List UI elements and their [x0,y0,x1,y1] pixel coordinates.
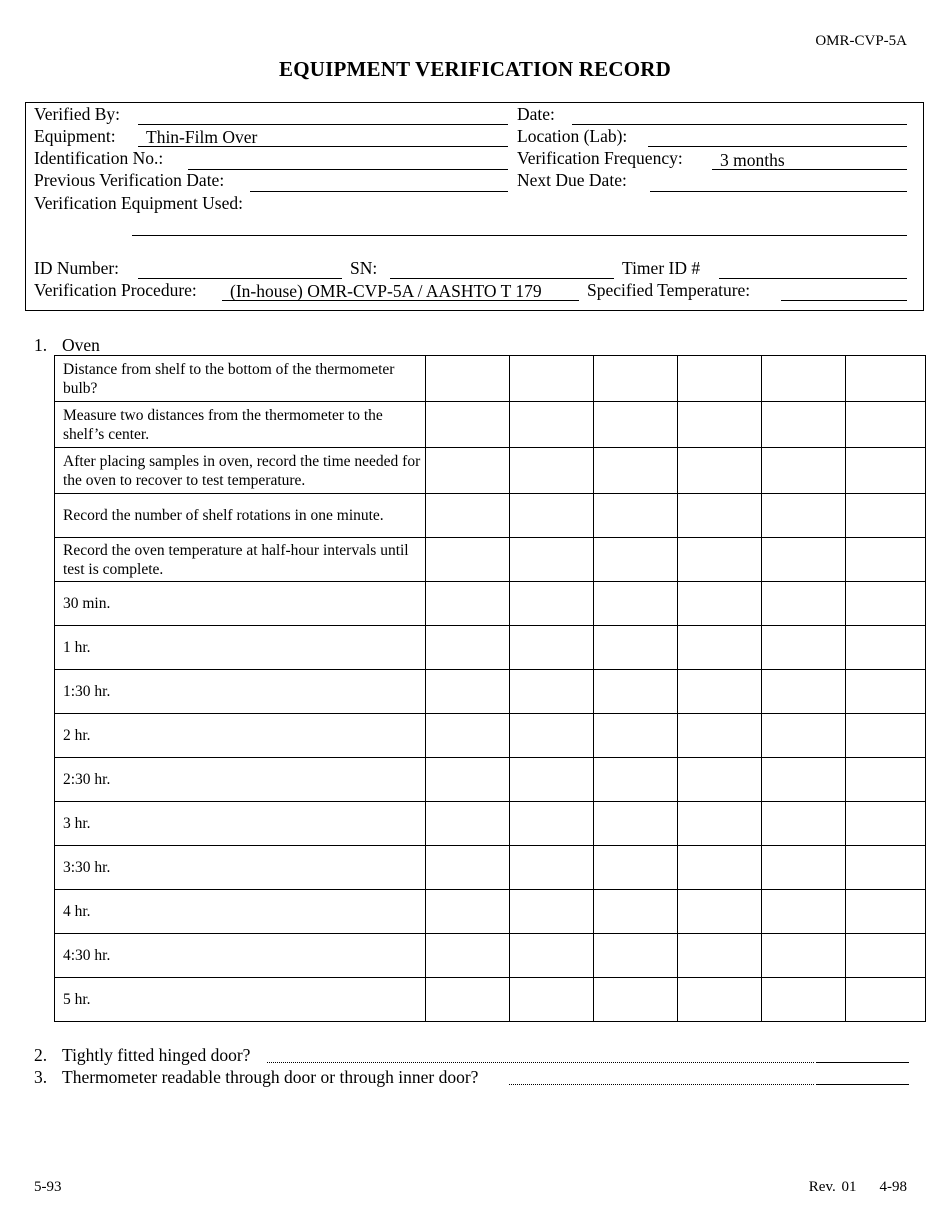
entry-cell[interactable] [426,890,510,934]
row-label: Distance from shelf to the bottom of the thermometer bulb? [55,356,426,402]
table-row [55,626,926,670]
entry-cell[interactable] [510,626,594,670]
question-number: 3. [34,1067,48,1087]
row-label: Record the number of shelf rotations in one minute. [55,494,426,538]
entry-cell[interactable] [762,494,846,538]
entry-cell[interactable] [678,802,762,846]
specified-temp-label: Specified Temperature: [587,280,751,300]
entry-cell[interactable] [762,538,846,582]
row-label: 2 hr. [55,714,426,758]
entry-cell[interactable] [594,582,678,626]
entry-cell[interactable] [678,402,762,448]
entry-cell[interactable] [426,402,510,448]
entry-cell[interactable] [594,978,678,1022]
entry-cell[interactable] [510,582,594,626]
identification-label: Identification No.: [34,148,164,168]
entry-cell[interactable] [426,538,510,582]
location-label: Location (Lab): [517,126,628,146]
entry-cell[interactable] [678,356,762,402]
verified-by-field[interactable] [138,105,508,125]
entry-cell[interactable] [510,356,594,402]
revision-info [809,1179,907,1196]
entry-cell[interactable] [426,846,510,890]
entry-cell[interactable] [846,670,926,714]
table-row [55,582,926,626]
table-row [55,978,926,1022]
question-3-answer-field[interactable] [816,1066,909,1085]
entry-cell[interactable] [594,890,678,934]
entry-cell[interactable] [846,978,926,1022]
date-label: Date: [517,104,555,124]
table-row [55,890,926,934]
table-row [55,846,926,890]
entry-cell[interactable] [426,978,510,1022]
location-field[interactable] [648,127,907,147]
entry-cell[interactable] [510,714,594,758]
entry-cell[interactable] [594,802,678,846]
id-number-label: ID Number: [34,258,120,278]
procedure-label: Verification Procedure: [34,280,197,300]
entry-cell[interactable] [762,890,846,934]
row-label: 4 hr. [55,890,426,934]
entry-cell[interactable] [846,758,926,802]
entry-cell[interactable] [846,846,926,890]
entry-cell[interactable] [510,978,594,1022]
row-label: 5 hr. [55,978,426,1022]
equipment-used-label: Verification Equipment Used: [34,193,243,213]
procedure-field[interactable]: (In-house) OMR-CVP-5A / AASHTO T 179 [222,281,579,301]
entry-cell[interactable] [762,802,846,846]
section-1-heading [34,335,100,356]
entry-cell[interactable] [678,758,762,802]
timer-id-label: Timer ID # [622,258,701,278]
entry-cell[interactable] [426,670,510,714]
entry-cell[interactable] [762,356,846,402]
entry-cell[interactable] [846,538,926,582]
date-field[interactable] [572,105,907,125]
section-1-number: 1. [34,335,48,355]
entry-cell[interactable] [594,538,678,582]
entry-cell[interactable] [762,626,846,670]
table-row [55,758,926,802]
table-row [55,538,926,582]
entry-cell[interactable] [846,890,926,934]
row-label: 4:30 hr. [55,934,426,978]
entry-cell[interactable] [678,670,762,714]
entry-cell[interactable] [426,356,510,402]
entry-cell[interactable] [762,978,846,1022]
entry-cell[interactable] [426,626,510,670]
entry-cell[interactable] [426,758,510,802]
entry-cell[interactable] [846,494,926,538]
question-text: Tightly fitted hinged door? [62,1045,251,1065]
entry-cell[interactable] [426,802,510,846]
row-label: 1:30 hr. [55,670,426,714]
row-label: 3 hr. [55,802,426,846]
row-label: After placing samples in oven, record the time needed for the oven to recover to test temperature. [55,448,426,494]
entry-cell[interactable] [510,670,594,714]
entry-cell[interactable] [762,448,846,494]
row-label: 1 hr. [55,626,426,670]
leader-dots [509,1071,814,1085]
entry-cell[interactable] [510,402,594,448]
entry-cell[interactable] [846,802,926,846]
entry-cell[interactable] [594,670,678,714]
row-label: 2:30 hr. [55,758,426,802]
entry-cell[interactable] [510,846,594,890]
table-row [55,714,926,758]
entry-cell[interactable] [594,448,678,494]
section-1-title: Oven [62,335,100,355]
entry-cell[interactable] [678,626,762,670]
table-row [55,356,926,402]
equipment-used-field[interactable] [132,216,907,236]
table-row [55,934,926,978]
entry-cell[interactable] [426,714,510,758]
table-row [55,402,926,448]
leader-dots [267,1049,814,1063]
entry-cell[interactable] [594,714,678,758]
entry-cell[interactable] [594,934,678,978]
id-number-field[interactable] [138,259,342,279]
question-3 [34,1067,478,1088]
entry-cell[interactable] [762,714,846,758]
entry-cell[interactable] [846,402,926,448]
entry-cell[interactable] [762,934,846,978]
entry-cell[interactable] [594,626,678,670]
entry-cell[interactable] [846,934,926,978]
entry-cell[interactable] [510,494,594,538]
question-2-answer-field[interactable] [816,1044,909,1063]
row-label: 30 min. [55,582,426,626]
equipment-label: Equipment: [34,126,116,146]
entry-cell[interactable] [426,582,510,626]
entry-cell[interactable] [510,890,594,934]
entry-cell[interactable] [594,356,678,402]
table-row [55,448,926,494]
entry-cell[interactable] [510,538,594,582]
specified-temp-field[interactable] [781,281,907,301]
entry-cell[interactable] [846,626,926,670]
entry-cell[interactable] [846,448,926,494]
question-2 [34,1045,250,1066]
previous-date-label: Previous Verification Date: [34,170,225,190]
entry-cell[interactable] [846,714,926,758]
page-title: EQUIPMENT VERIFICATION RECORD [278,57,671,81]
timer-id-field[interactable] [719,259,907,279]
entry-cell[interactable] [678,538,762,582]
revision-date: 4-98 [879,1179,907,1195]
form-id: OMR-CVP-5A [815,33,907,49]
entry-cell[interactable] [762,402,846,448]
identification-field[interactable] [188,150,508,170]
entry-cell[interactable] [510,758,594,802]
question-number: 2. [34,1045,48,1065]
entry-cell[interactable] [426,448,510,494]
entry-cell[interactable] [426,934,510,978]
entry-cell[interactable] [678,846,762,890]
entry-cell[interactable] [846,356,926,402]
table-row [55,802,926,846]
sn-label: SN: [350,258,378,278]
entry-cell[interactable] [762,582,846,626]
entry-cell[interactable] [678,714,762,758]
table-row [55,494,926,538]
entry-cell[interactable] [594,846,678,890]
entry-cell[interactable] [678,582,762,626]
question-text: Thermometer readable through door or through inner door? [62,1067,479,1087]
next-due-field[interactable] [650,172,907,192]
entry-cell[interactable] [594,402,678,448]
previous-date-field[interactable] [250,172,508,192]
revision-label: Rev. 01 [808,1179,857,1195]
entry-cell[interactable] [426,494,510,538]
entry-cell[interactable] [510,802,594,846]
entry-cell[interactable] [678,494,762,538]
frequency-label: Verification Frequency: [517,148,683,168]
row-label: 3:30 hr. [55,846,426,890]
entry-cell[interactable] [762,846,846,890]
entry-cell[interactable] [678,934,762,978]
entry-cell[interactable] [678,978,762,1022]
entry-cell[interactable] [762,758,846,802]
equipment-field[interactable]: Thin-Film Over [138,127,508,147]
entry-cell[interactable] [762,670,846,714]
entry-cell[interactable] [594,494,678,538]
entry-cell[interactable] [846,582,926,626]
next-due-label: Next Due Date: [517,170,627,190]
row-label: Measure two distances from the thermometer to the shelf’s center. [55,402,426,448]
table-row [55,670,926,714]
entry-cell[interactable] [594,758,678,802]
page-code: 5-93 [34,1179,62,1195]
entry-cell[interactable] [678,890,762,934]
verified-by-label: Verified By: [34,104,121,124]
frequency-field[interactable]: 3 months [712,150,907,170]
entry-cell[interactable] [678,448,762,494]
entry-cell[interactable] [510,934,594,978]
header-info-box [25,102,924,311]
oven-table [54,355,926,1022]
entry-cell[interactable] [510,448,594,494]
row-label: Record the oven temperature at half-hour intervals until test is complete. [55,538,426,582]
sn-field[interactable] [390,259,614,279]
